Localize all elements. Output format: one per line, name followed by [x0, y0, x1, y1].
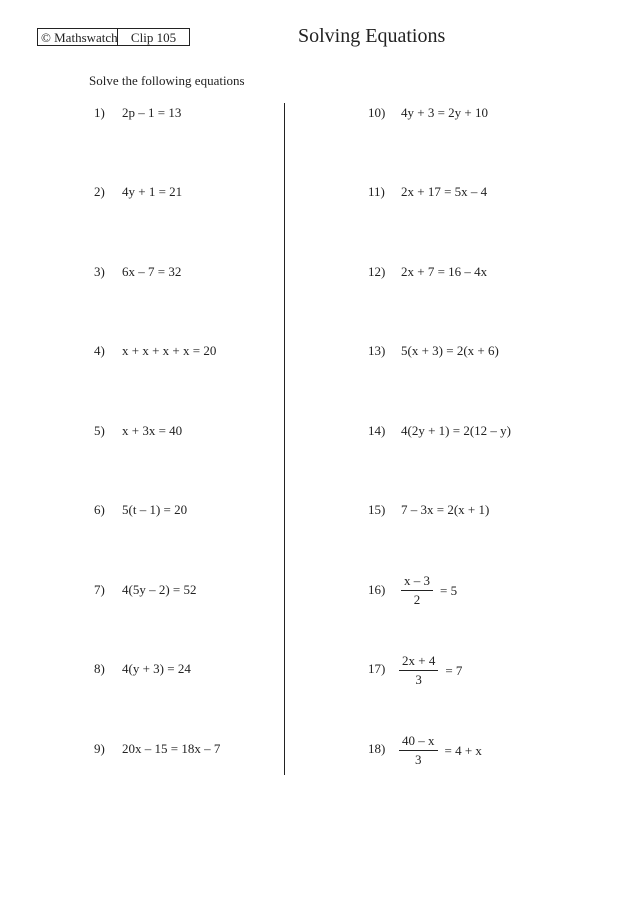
fraction-numerator: 40 – x	[399, 733, 438, 751]
fraction	[399, 733, 438, 768]
question-equation: 2x + 7 = 16 – 4x	[401, 264, 488, 279]
question-equation: 7 – 3x = 2(x + 1)	[401, 502, 490, 517]
question-equation: 4y + 1 = 21	[122, 184, 183, 199]
question-number: 13)	[368, 343, 386, 358]
question-number: 1)	[94, 105, 105, 120]
question-number: 9)	[94, 741, 105, 756]
question-number: 18)	[368, 741, 386, 756]
question-number: 14)	[368, 423, 386, 438]
copyright-label: © Mathswatch	[38, 29, 118, 45]
question-equation: 4y + 3 = 2y + 10	[401, 105, 488, 120]
question-equation: 4(2y + 1) = 2(12 – y)	[401, 423, 511, 438]
question-number: 17)	[368, 661, 386, 676]
question-number: 3)	[94, 264, 105, 279]
fraction-denominator: 3	[415, 752, 422, 767]
equation-rhs: = 5	[440, 582, 458, 598]
question-number: 12)	[368, 264, 386, 279]
question-equation: 2x + 17 = 5x – 4	[401, 184, 488, 199]
question-equation: x + x + x + x = 20	[122, 343, 217, 358]
fraction-numerator: 2x + 4	[399, 653, 438, 671]
fraction-denominator: 3	[415, 672, 422, 687]
header-box	[37, 28, 190, 46]
question-equation: 5(x + 3) = 2(x + 6)	[401, 343, 499, 358]
fraction	[399, 653, 438, 688]
fraction	[401, 573, 433, 608]
question-number: 16)	[368, 582, 386, 597]
fraction-equation	[399, 653, 462, 688]
question-equation: 4(y + 3) = 24	[122, 661, 191, 676]
question-number: 7)	[94, 582, 105, 597]
question-equation: 20x – 15 = 18x – 7	[122, 741, 221, 756]
question-equation: 2p – 1 = 13	[122, 105, 182, 120]
fraction-denominator: 2	[413, 592, 421, 607]
question-number: 2)	[94, 184, 105, 199]
fraction-equation	[399, 733, 482, 768]
column-divider	[284, 103, 285, 775]
equation-rhs: = 7	[445, 662, 463, 678]
question-equation: x + 3x = 40	[122, 423, 183, 438]
fraction-numerator: x – 3	[401, 573, 433, 591]
question-number: 15)	[368, 502, 386, 517]
question-equation: 6x – 7 = 32	[122, 264, 182, 279]
question-number: 6)	[94, 502, 105, 517]
question-number: 10)	[368, 105, 386, 120]
question-number: 5)	[94, 423, 105, 438]
fraction-equation	[401, 573, 457, 608]
clip-label: Clip 105	[130, 30, 177, 45]
instructions: Solve the following equations	[89, 73, 245, 88]
equation-rhs: = 4 + x	[444, 742, 482, 758]
question-number: 11)	[368, 184, 385, 199]
question-number: 4)	[94, 343, 105, 358]
question-equation: 4(5y – 2) = 52	[122, 582, 197, 597]
question-equation: 5(t – 1) = 20	[122, 502, 188, 517]
question-number: 8)	[94, 661, 105, 676]
page-title: Solving Equations	[298, 25, 446, 47]
